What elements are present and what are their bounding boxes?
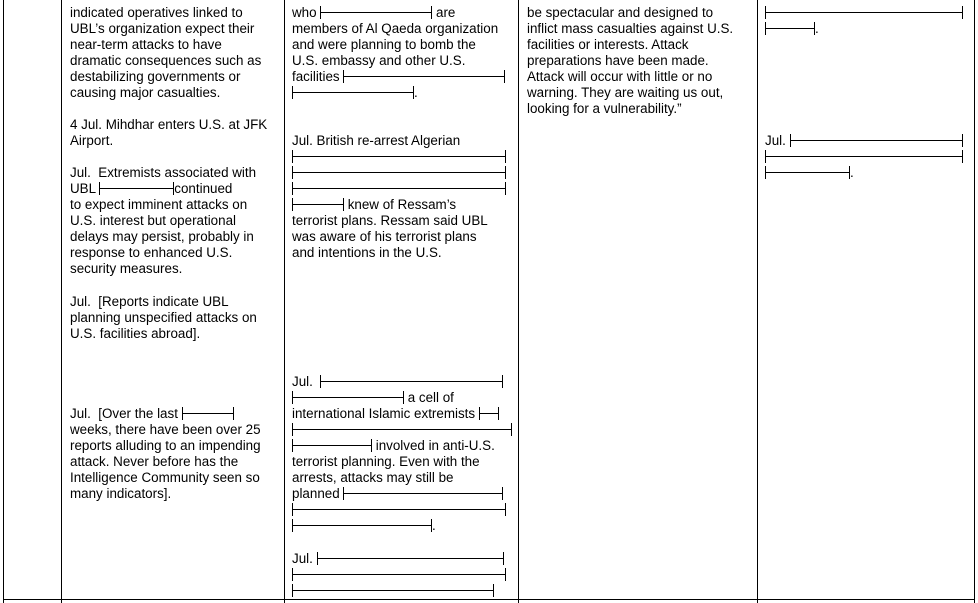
text-line: [70, 470, 261, 486]
redaction-mark: [292, 519, 432, 532]
text-line: [70, 197, 256, 213]
redaction-mark: [765, 150, 963, 163]
redaction-mark: [99, 182, 174, 195]
text-line: [765, 21, 963, 37]
redaction-mark: [765, 6, 963, 19]
text-line: [70, 294, 257, 310]
column-divider: [284, 0, 285, 603]
text-line: [765, 149, 963, 165]
line-text: international Islamic extremists: [292, 406, 479, 421]
entry-block: [70, 165, 256, 277]
line-text: attack. Never before has the: [70, 454, 239, 469]
text-line: [70, 438, 261, 454]
text-line: [70, 21, 261, 37]
text-line: [292, 149, 506, 165]
redaction-mark: [765, 166, 850, 179]
redaction-mark: [343, 487, 503, 500]
redaction-mark: [292, 423, 512, 436]
text-line: [70, 85, 261, 101]
redaction-mark: [292, 503, 506, 516]
line-text: continued: [174, 181, 233, 196]
line-text: Jul. Extremists associated with: [70, 165, 257, 180]
line-text: U.S. embassy and other U.S.: [292, 53, 466, 68]
text-line: [292, 85, 505, 101]
text-line: [70, 213, 256, 229]
text-line: [70, 165, 256, 181]
column-divider: [518, 0, 519, 603]
text-line: [765, 165, 963, 181]
line-text: security measures.: [70, 261, 183, 276]
line-text: .: [815, 21, 819, 36]
redaction-mark: [292, 166, 506, 179]
line-text: U.S. interest but operational: [70, 213, 236, 228]
line-text: be spectacular and designed to: [527, 5, 714, 20]
redaction-mark: [317, 552, 504, 565]
entry-block: [70, 294, 257, 342]
line-text: response to enhanced U.S.: [70, 245, 233, 260]
text-line: [292, 406, 512, 422]
text-line: [292, 390, 512, 406]
entry-block: [765, 5, 963, 37]
text-line: [70, 454, 261, 470]
line-text: planning unspecified attacks on: [70, 310, 257, 325]
text-line: [70, 326, 257, 342]
line-text: near-term attacks to have: [70, 37, 222, 52]
text-line: [292, 165, 506, 181]
text-line: [292, 5, 505, 21]
line-text: facilities or interests. Attack: [527, 37, 689, 52]
entry-block: [292, 551, 506, 599]
redaction-mark: [479, 407, 499, 420]
line-text: terrorist planning. Even with the: [292, 454, 480, 469]
line-text: Intelligence Community seen so: [70, 470, 260, 485]
line-text: Jul.: [765, 133, 790, 148]
redaction-mark: [790, 134, 963, 147]
text-line: [292, 551, 506, 567]
line-text: Jul. [Over the last: [70, 406, 182, 421]
text-line: [527, 69, 733, 85]
line-text: to expect imminent attacks on: [70, 197, 248, 212]
entry-block: [292, 133, 506, 261]
line-text: looking for a vulnerability.”: [527, 101, 682, 116]
line-text: knew of Ressam’s: [344, 197, 457, 212]
line-text: Jul. [Reports indicate UBL: [70, 294, 229, 309]
line-text: UBL: [70, 181, 100, 196]
line-text: weeks, there have been over 25: [70, 422, 261, 437]
table-border-right: [974, 0, 975, 603]
text-line: [70, 310, 257, 326]
line-text: destabilizing governments or: [70, 69, 241, 84]
redaction-mark: [182, 407, 234, 420]
line-text: Jul. British re-arrest Algerian: [292, 133, 461, 148]
text-line: [292, 470, 512, 486]
line-text: arrests, attacks may still be: [292, 470, 454, 485]
redaction-mark: [292, 568, 506, 581]
text-line: [292, 53, 505, 69]
line-text: and intentions in the U.S.: [292, 245, 442, 260]
redaction-mark: [292, 182, 506, 195]
text-line: [292, 518, 512, 534]
entry-block: [292, 374, 512, 534]
line-text: U.S. facilities abroad].: [70, 326, 201, 341]
text-line: [765, 133, 963, 149]
line-text: a cell of: [404, 390, 454, 405]
text-line: [765, 5, 963, 21]
entry-block: [527, 5, 733, 117]
text-line: [292, 133, 506, 149]
text-line: [292, 583, 506, 599]
table-border-left: [3, 0, 4, 603]
line-text: dramatic consequences such as: [70, 53, 262, 68]
text-line: [292, 374, 512, 390]
line-text: planned: [292, 486, 344, 501]
redaction-mark: [320, 375, 503, 388]
line-text: was aware of his terrorist plans: [292, 229, 477, 244]
text-line: [70, 422, 261, 438]
text-line: [292, 197, 506, 213]
text-line: [527, 53, 733, 69]
line-text: causing major casualties.: [70, 85, 221, 100]
line-text: many indicators].: [70, 486, 172, 501]
line-text: preparations have been made.: [527, 53, 709, 68]
redaction-mark: [292, 198, 344, 211]
text-line: [292, 422, 512, 438]
line-text: Attack will occur with little or no: [527, 69, 713, 84]
text-line: [527, 85, 733, 101]
text-line: [70, 133, 267, 149]
line-text: Jul.: [292, 374, 321, 389]
text-line: [292, 69, 505, 85]
redaction-mark: [292, 86, 414, 99]
text-line: [70, 261, 256, 277]
column-divider: [757, 0, 758, 603]
entry-block: [70, 5, 261, 101]
text-line: [70, 5, 261, 21]
line-text: terrorist plans. Ressam said UBL: [292, 213, 488, 228]
line-text: 4 Jul. Mihdhar enters U.S. at JFK: [70, 117, 268, 132]
text-line: [70, 245, 256, 261]
line-text: facilities: [292, 69, 344, 84]
entry-block: [70, 117, 267, 149]
text-line: [70, 37, 261, 53]
text-line: [70, 181, 256, 197]
line-text: and were planning to bomb the: [292, 37, 476, 52]
line-text: delays may persist, probably in: [70, 229, 254, 244]
text-line: [292, 213, 506, 229]
text-line: [292, 454, 512, 470]
redaction-mark: [320, 6, 432, 19]
line-text: .: [850, 165, 854, 180]
text-line: [70, 406, 261, 422]
text-line: [292, 37, 505, 53]
line-text: Airport.: [70, 133, 114, 148]
text-line: [292, 21, 505, 37]
redaction-mark: [343, 70, 505, 83]
line-text: reports alluding to an impending: [70, 438, 261, 453]
text-line: [292, 229, 506, 245]
text-line: [292, 181, 506, 197]
entry-block: [70, 406, 261, 502]
text-line: [70, 53, 261, 69]
line-text: warning. They are waiting us out,: [527, 85, 724, 100]
line-text: UBL’s organization expect their: [70, 21, 255, 36]
text-line: [70, 117, 267, 133]
line-text: are: [432, 5, 456, 20]
text-line: [527, 37, 733, 53]
text-line: [70, 229, 256, 245]
text-line: [527, 5, 733, 21]
text-line: [292, 486, 512, 502]
column-divider: [61, 0, 62, 603]
text-line: [70, 69, 261, 85]
text-line: [292, 567, 506, 583]
line-text: indicated operatives linked to: [70, 5, 243, 20]
redaction-mark: [765, 22, 815, 35]
entry-block: [292, 5, 505, 101]
line-text: .: [414, 85, 418, 100]
text-line: [292, 502, 512, 518]
text-line: [527, 101, 733, 117]
text-line: [292, 438, 512, 454]
line-text: inflict mass casualties against U.S.: [527, 21, 734, 36]
text-line: [70, 486, 261, 502]
line-text: members of Al Qaeda organization: [292, 21, 499, 36]
line-text: who: [292, 5, 321, 20]
line-text: .: [432, 518, 436, 533]
entry-block: [765, 133, 963, 181]
redaction-mark: [292, 584, 494, 597]
redaction-mark: [292, 439, 372, 452]
text-line: [292, 245, 506, 261]
redaction-mark: [292, 391, 404, 404]
table-border-bottom: [3, 599, 975, 600]
line-text: Jul.: [292, 551, 317, 566]
text-line: [527, 21, 733, 37]
line-text: involved in anti-U.S.: [372, 438, 495, 453]
redaction-mark: [292, 150, 506, 163]
